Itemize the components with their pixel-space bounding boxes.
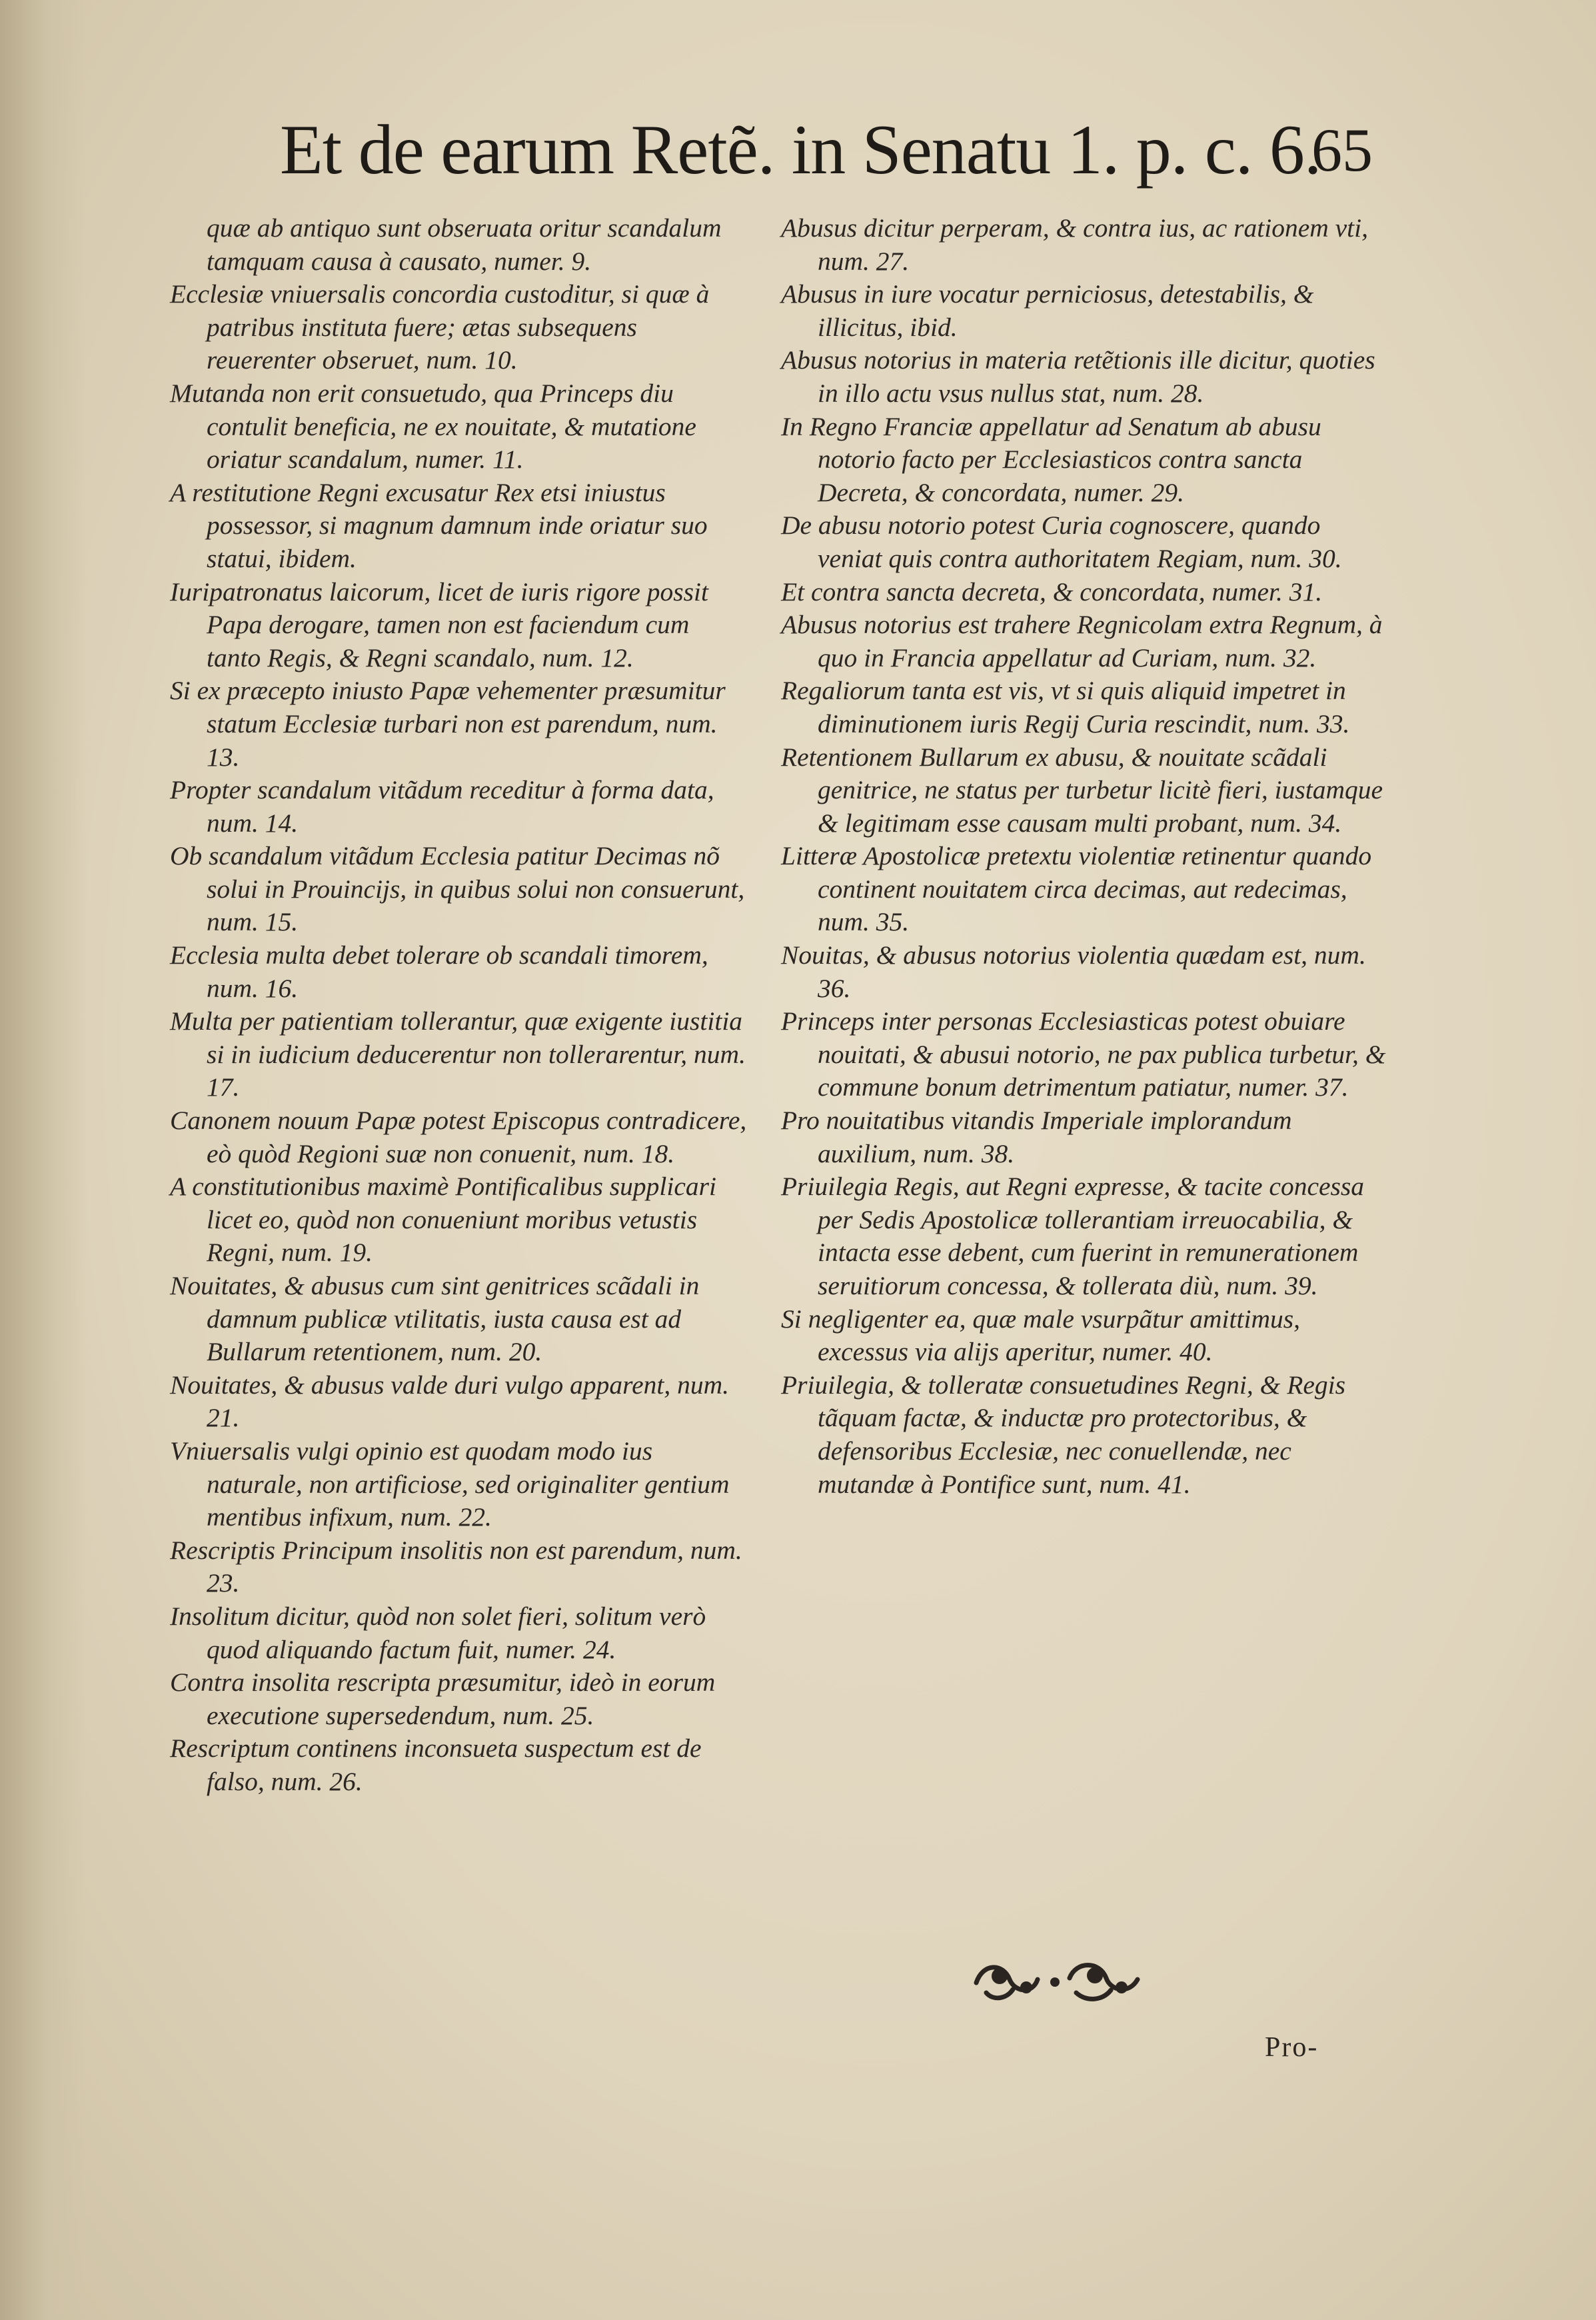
left-column-entry: A restitutione Regni excusatur Rex etsi iniustus possessor, si magnum damnum inde oriatur suo statui, ibidem.: [170, 477, 708, 573]
left-column-entry: Ecclesia multa debet tolerare ob scandali timorem, num. 16.: [170, 940, 708, 1003]
right-column-entry: De abusu notorio potest Curia cognoscere, quando veniat quis contra authoritatem Regiam, num. 30.: [781, 511, 1342, 573]
right-column-entry: Priuilegia, & tolleratæ consuetudines Regni, & Regis tãquam factæ, & inductæ pro protectoribus, & defensoribus Ecclesiæ, nec conuellendæ, nec mutandæ à Pontifice sunt, num. 41.: [781, 1370, 1345, 1499]
right-column: [781, 212, 1391, 1501]
left-column-entry: Nouitates, & abusus valde duri vulgo apparent, num. 21.: [170, 1370, 729, 1433]
right-column-entry: Nouitas, & abusus notorius violentia quædam est, num. 36.: [781, 940, 1366, 1003]
right-column-entry: Abusus dicitur perperam, & contra ius, ac rationem vti, num. 27.: [781, 213, 1368, 276]
page-gutter-shadow: [0, 0, 87, 2320]
left-column-entry: A constitutionibus maximè Pontificalibus supplicari licet eo, quòd non conueniunt moribus vetustis Regni, num. 19.: [170, 1172, 716, 1268]
right-column-entry: Priuilegia Regis, aut Regni expresse, & tacite concessa per Sedis Apostolicæ tollerantiam irreuocabilia, & intacta esse debent, cum fuerint in remunerationem seruitiorum concessa, & tollerata diù, num. 39.: [781, 1172, 1364, 1300]
right-column-entry: Abusus in iure vocatur perniciosus, detestabilis, & illicitus, ibid.: [781, 279, 1314, 342]
left-column-entry: Multa per patientiam tollerantur, quæ exigente iustitia si in iudicium deducerentur non tollerarentur, num. 17.: [170, 1006, 746, 1102]
right-column-entry: Abusus notorius est trahere Regnicolam extra Regnum, à quo in Francia appellatur ad Curiam, num. 32.: [781, 610, 1383, 672]
left-column-entry: quæ ab antiquo sunt obseruata oritur scandalum tamquam causa à causato, numer. 9.: [207, 213, 722, 276]
left-column-entry: Mutanda non erit consuetudo, qua Princeps diu contulit beneficia, ne ex nouitate, & mutatione oriatur scandalum, numer. 11.: [170, 378, 696, 475]
right-column-entry: Pro nouitatibus vitandis Imperiale implorandum auxilium, num. 38.: [781, 1106, 1292, 1168]
left-column-entry: Iuripatronatus laicorum, licet de iuris rigore possit Papa derogare, tamen non est faciendum cum tanto Regis, & Regni scandalo, num. 12.: [170, 577, 708, 672]
right-column-entry: Princeps inter personas Ecclesiasticas potest obuiare nouitati, & abusui notorio, ne pax publica turbetur, & commune bonum detrimentum patiatur, numer. 37.: [781, 1006, 1386, 1102]
left-column-entry: Rescriptum continens inconsueta suspectum est de falso, num. 26.: [170, 1734, 702, 1796]
right-column-entry: In Regno Franciæ appellatur ad Senatum ab abusu notorio facto per Ecclesiasticos contra sancta Decreta, & concordata, numer. 29.: [781, 411, 1321, 507]
right-column-entry: Abusus notorius in materia retẽtionis ille dicitur, quoties in illo actu vsus nullus stat, num. 28.: [781, 345, 1375, 408]
left-column-entry: Si ex præcepto iniusto Papæ vehementer præsumitur statum Ecclesiæ turbari non est parendum, num. 13.: [170, 676, 726, 772]
left-column-entry: Contra insolita rescripta præsumitur, ideò in eorum executione supersedendum, num. 25.: [170, 1668, 716, 1730]
left-column-entry: Nouitates, & abusus cum sint genitrices scãdali in damnum publicæ vtilitatis, iusta causa est ad Bullarum retentionem, num. 20.: [170, 1271, 700, 1367]
running-head: Et de earum Retẽ. in Senatu 1. p. c. 6.: [280, 111, 1321, 189]
right-column-entry: Retentionem Bullarum ex abusu, & nouitate scãdali genitrice, ne status per turbetur licitè fieri, iustamque & legitimam esse causam multi probant, num. 34.: [781, 742, 1383, 838]
page-number: 65: [1311, 116, 1373, 184]
right-column-entry: Litteræ Apostolicæ pretextu violentiæ retinentur quando continent nouitatem circa decimas, aut redecimas, num. 35.: [781, 841, 1372, 937]
left-column-entry: Rescriptis Principum insolitis non est parendum, num. 23.: [170, 1535, 742, 1598]
printers-fleuron-icon: [963, 1953, 1150, 2006]
catchword: Pro-: [1265, 2032, 1319, 2063]
left-column-entry: Ecclesiæ vniuersalis concordia custoditur, si quæ à patribus instituta fuere; ætas subsequens reuerenter obseruet, num. 10.: [170, 279, 710, 375]
right-column-entry: Et contra sancta decreta, & concordata, numer. 31.: [781, 577, 1323, 606]
left-column-entry: Vniuersalis vulgi opinio est quodam modo ius naturale, non artificiose, sed originaliter gentium mentibus infixum, num. 22.: [170, 1436, 730, 1532]
page-header: [280, 100, 1373, 200]
left-column-entry: Insolitum dicitur, quòd non solet fieri, solitum verò quod aliquando factum fuit, numer. 24.: [170, 1601, 706, 1664]
left-column-entry: Canonem nouum Papæ potest Episcopus contradicere, eò quòd Regioni suæ non conuenit, num. 18.: [170, 1106, 747, 1168]
left-column-entry: Propter scandalum vitãdum receditur à forma data, num. 14.: [170, 775, 714, 838]
left-column-entry: Ob scandalum vitãdum Ecclesia patitur Decimas nõ solui in Prouincijs, in quibus solui non consuerunt, num. 15.: [170, 841, 745, 937]
right-column-entry: Si negligenter ea, quæ male vsurpãtur amittimus, excessus via alijs aperitur, numer. 40.: [781, 1304, 1300, 1367]
right-column-entry: Regaliorum tanta est vis, vt si quis aliquid impetret in diminutionem iuris Regij Curia rescindit, num. 33.: [781, 676, 1350, 738]
left-column: [170, 212, 750, 1799]
